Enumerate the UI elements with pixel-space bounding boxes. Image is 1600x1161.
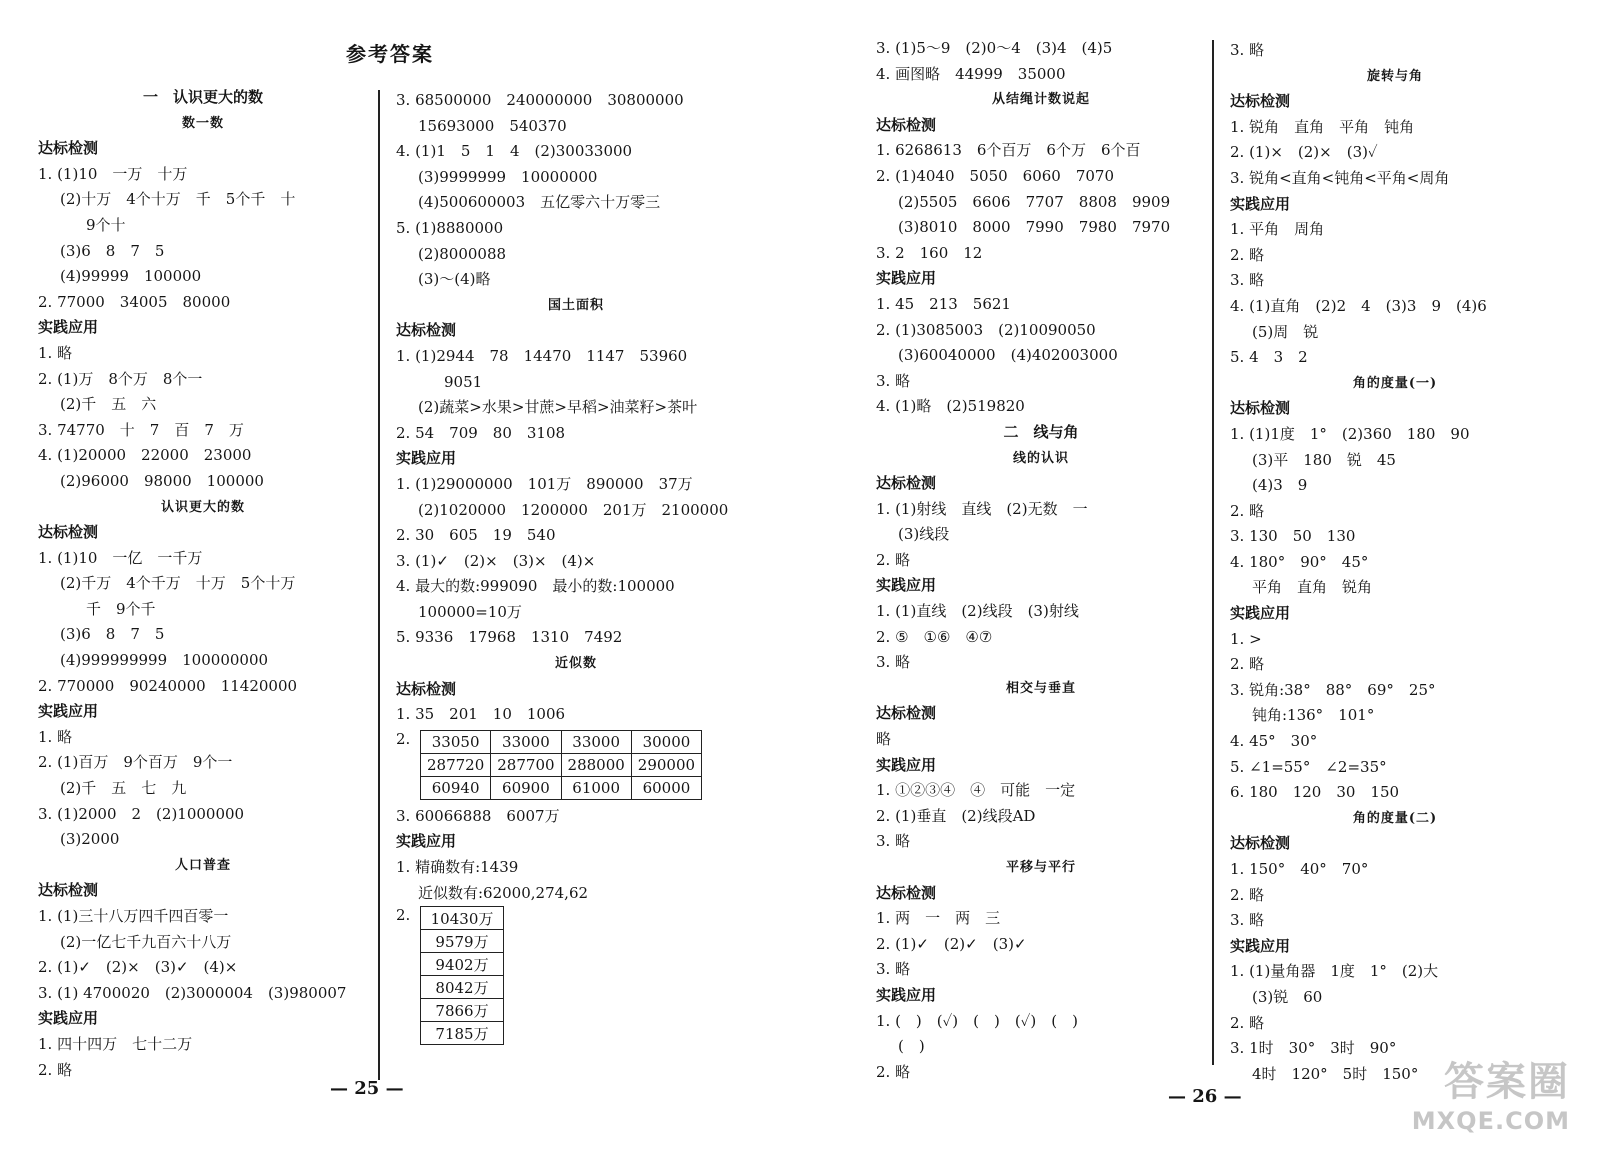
subsection-heading: 实践应用: [38, 1009, 99, 1028]
table-cell: 8042万: [421, 976, 504, 999]
subsection-heading: 达标检测: [38, 139, 99, 158]
subsection-heading: 实践应用: [38, 702, 99, 721]
table-row: [421, 730, 702, 753]
answer-line: 1. 略: [38, 727, 73, 746]
table-cell: 33000: [491, 730, 561, 753]
answer-line: 3. 略: [1230, 41, 1265, 59]
table-cell: 10430万: [421, 907, 504, 930]
answer-line: 2. (1)✓ (2)× (3)✓ (4)×: [38, 958, 238, 977]
answer-line: 2. 略: [1230, 655, 1265, 674]
answer-line: 3. 1时 30° 3时 90°: [1230, 1039, 1397, 1058]
answer-line: (2)蔬菜>水果>甘蔗>早稻>油菜籽>茶叶: [418, 398, 698, 417]
table-row: [421, 776, 702, 799]
answer-line: (3)～(4)略: [418, 270, 491, 289]
subsection-heading: 实践应用: [876, 269, 937, 288]
answer-line: 1. (1)10 一亿 一千万: [38, 548, 203, 567]
answer-line: 1. 四十四万 七十二万: [38, 1034, 193, 1053]
subsection-heading: 达标检测: [396, 679, 457, 698]
answer-line: 2. (1)垂直 (2)线段AD: [876, 806, 1036, 825]
subsection-heading: 达标检测: [876, 883, 937, 902]
table-cell: 290000: [631, 753, 701, 776]
answer-line: 1. ①②③④ ④ 可能 一定: [876, 781, 1076, 800]
answer-line: 1. 45 213 5621: [876, 294, 1011, 313]
answer-line: 2. (1)万 8个万 8个一: [38, 369, 203, 388]
answer-line: 1. (1)10 一万 十万: [38, 164, 188, 183]
answer-line: 2. 略: [1230, 501, 1265, 520]
section-heading: 线的认识: [1012, 450, 1069, 466]
answer-line: (3)6 8 7 5: [60, 625, 165, 644]
table-row: [421, 753, 702, 776]
answer-line: 3. 略: [1230, 271, 1265, 290]
subsection-heading: 达标检测: [1230, 92, 1291, 111]
answer-line: 3. (1)✓ (2)× (3)× (4)×: [396, 551, 596, 570]
answer-line: 1. (1)量角器 1度 1° (2)大: [1230, 962, 1439, 981]
answer-line: 略: [876, 730, 892, 749]
answer-line: 5. ∠1=55° ∠2=35°: [1230, 757, 1387, 776]
table-cell: 288000: [561, 753, 631, 776]
answer-line: 1. 35 201 10 1006: [396, 705, 566, 724]
subsection-heading: 实践应用: [38, 318, 99, 337]
answer-line: (2)96000 98000 100000: [60, 471, 264, 490]
answer-line: 4. 180° 90° 45°: [1230, 552, 1369, 571]
approx-table-block: [396, 730, 756, 800]
section-heading: 近似数: [554, 656, 597, 672]
table-cell: 287720: [421, 753, 491, 776]
answer-line: 4. 最大的数:999090 最小的数:100000: [396, 577, 675, 596]
answer-line: (4)999999999 100000000: [60, 651, 269, 670]
section-heading: 人口普查: [174, 857, 231, 873]
answer-line: 1. (1)2944 78 14470 1147 53960: [396, 346, 688, 365]
answer-line: ( ): [898, 1037, 925, 1056]
answer-line: (2)千万 4个千万 十万 5个十万: [60, 574, 296, 593]
answer-line: (3)8010 8000 7990 7980 7970: [898, 218, 1171, 237]
subsection-heading: 达标检测: [876, 704, 937, 723]
answer-line: 3. 略: [876, 832, 911, 851]
answer-line: (2)十万 4个十万 千 5个千 十: [60, 190, 296, 209]
subsection-heading: 实践应用: [876, 755, 937, 774]
table-row: [421, 953, 504, 976]
answer-column-3: [876, 36, 1206, 1085]
subsection-heading: 达标检测: [38, 523, 99, 542]
answer-line: 2. (1)4040 5050 6060 7070: [876, 166, 1115, 185]
section-heading: 一 认识更大的数: [142, 88, 263, 106]
section-heading: 角的度量(一): [1352, 375, 1438, 391]
table-cell: 33000: [561, 730, 631, 753]
table-cell: 30000: [631, 730, 701, 753]
answer-line: (3)线段: [898, 525, 950, 544]
section-heading: 从结绳计数说起: [991, 92, 1090, 108]
subsection-heading: 实践应用: [396, 449, 457, 468]
answer-line: 3. 74770 十 7 百 7 万: [38, 420, 244, 439]
subsection-heading: 达标检测: [1230, 834, 1291, 853]
subsection-heading: 实践应用: [876, 576, 937, 595]
answer-line: 4时 120° 5时 150°: [1252, 1064, 1419, 1083]
answer-line: 2. 54 709 80 3108: [396, 423, 566, 442]
table-cell: 33050: [421, 730, 491, 753]
answer-line: 3. 略: [876, 653, 911, 672]
answer-line: (3)9999999 10000000: [418, 167, 598, 186]
answer-line: 6. 180 120 30 150: [1230, 783, 1400, 802]
answer-line: 3. 130 50 130: [1230, 527, 1356, 546]
table-cell: 7866万: [421, 999, 504, 1022]
subsection-heading: 达标检测: [876, 474, 937, 493]
question-number: 2.: [396, 906, 411, 925]
answer-line: 千 9个千: [86, 599, 156, 618]
answer-line: 1. 精确数有:1439: [396, 858, 519, 877]
table-cell: 9579万: [421, 930, 504, 953]
answer-line: 钝角:136° 101°: [1252, 706, 1375, 725]
answer-line: 2. 30 605 19 540: [396, 526, 556, 545]
answer-line: 4. 45° 30°: [1230, 732, 1318, 751]
answer-line: 100000=10万: [418, 602, 522, 621]
answer-line: 2. 略: [1230, 885, 1265, 904]
answer-line: 15693000 540370: [418, 116, 567, 135]
answer-line: 2. (1)百万 9个百万 9个一: [38, 753, 233, 772]
table-cell: 60000: [631, 776, 701, 799]
answer-line: 3. 略: [1230, 911, 1265, 930]
answer-line: 1. 平角 周角: [1230, 220, 1325, 239]
answer-line: 1. (1)三十八万四千四百零一: [38, 907, 229, 925]
subsection-heading: 达标检测: [876, 115, 937, 134]
section-heading: 相交与垂直: [1005, 680, 1076, 696]
answer-line: (2)8000088: [418, 244, 507, 263]
subsection-heading: 实践应用: [396, 832, 457, 851]
subsection-heading: 实践应用: [1230, 604, 1291, 623]
section-heading: 平移与平行: [1005, 860, 1076, 875]
answer-line: 1. 略: [38, 343, 73, 362]
answer-line: (5)周 锐: [1252, 322, 1319, 341]
subsection-heading: 实践应用: [1230, 936, 1291, 955]
answer-line: (2)1020000 1200000 201万 2100000: [418, 500, 729, 519]
table-row: [421, 1022, 504, 1045]
answer-line: 3. 60066888 6007万: [396, 806, 560, 825]
answer-line: 2. 略: [1230, 1013, 1265, 1032]
answer-line: (3)平 180 锐 45: [1252, 450, 1396, 469]
table-cell: 61000: [561, 776, 631, 799]
subsection-heading: 达标检测: [1230, 399, 1291, 418]
answer-line: 2. 77000 34005 80000: [38, 292, 231, 311]
answer-line: 3. 略: [876, 960, 911, 979]
answer-line: 1. 6268613 6个百万 6个万 6个百: [876, 141, 1141, 160]
answer-line: (4)500600003 五亿零六十万零三: [418, 193, 661, 212]
answer-line: 1. 锐角 直角 平角 钝角: [1230, 117, 1415, 136]
table-cell: 60940: [421, 776, 491, 799]
answer-line: (4)99999 100000: [60, 267, 202, 286]
answer-line: 2. (1)✓ (2)✓ (3)✓: [876, 934, 1027, 953]
answer-line: (3)锐 60: [1252, 987, 1323, 1006]
column-divider: [1212, 40, 1214, 1065]
answer-line: 3. (1)2000 2 (2)1000000: [38, 804, 245, 823]
population-list-block: [396, 906, 756, 1045]
answer-line: 5. 9336 17968 1310 7492: [396, 628, 623, 647]
table-row: [421, 930, 504, 953]
answer-line: 3. 68500000 240000000 30800000: [396, 91, 684, 109]
answer-line: 4. (1)略 (2)519820: [876, 397, 1025, 416]
section-heading: 认识更大的数: [160, 499, 245, 515]
answer-line: 平角 直角 锐角: [1252, 578, 1373, 597]
answer-line: 1. (1)29000000 101万 890000 37万: [396, 474, 693, 493]
answer-line: 1. (1)直线 (2)线段 (3)射线: [876, 602, 1079, 621]
answer-line: 4. (1)直角 (2)2 4 (3)3 9 (4)6: [1230, 296, 1487, 315]
answer-line: 2. (1)× (2)× (3)✓: [1230, 143, 1378, 162]
table-cell: 9402万: [421, 953, 504, 976]
section-heading: 角的度量(二): [1352, 810, 1438, 826]
answer-line: 9个十: [86, 215, 126, 234]
page-title: 参考答案: [346, 42, 434, 66]
column-divider: [378, 90, 380, 1080]
answer-line: 1. 两 一 两 三: [876, 909, 1001, 928]
approx-table: [420, 730, 702, 800]
page-number-25: — 25 —: [330, 1078, 404, 1099]
answer-line: 3. 2 160 12: [876, 243, 983, 262]
watermark: 答案圈 MXQE.COM: [1411, 1059, 1570, 1135]
answer-line: 2. 770000 90240000 11420000: [38, 676, 298, 695]
answer-line: 1. 150° 40° 70°: [1230, 860, 1369, 878]
answer-line: (2)5505 6606 7707 8808 9909: [898, 192, 1171, 211]
answer-line: 4. (1)1 5 1 4 (2)30033000: [396, 142, 633, 161]
section-heading: 旋转与角: [1366, 68, 1423, 84]
question-number: 2.: [396, 729, 411, 748]
subsection-heading: 实践应用: [876, 985, 937, 1004]
table-row: [421, 976, 504, 999]
table-cell: 60900: [491, 776, 561, 799]
answer-line: 2. 略: [38, 1060, 73, 1079]
subsection-heading: 达标检测: [396, 321, 457, 340]
table-row: [421, 907, 504, 930]
subsection-heading: 达标检测: [38, 881, 99, 900]
table-cell: 287700: [491, 753, 561, 776]
answer-line: 1. ( ) (✓) ( ) (✓) ( ): [876, 1011, 1078, 1030]
answer-line: (2)千 五 七 九: [60, 779, 187, 798]
answer-line: (2)千 五 六: [60, 395, 157, 414]
answer-line: 3. (1) 4700020 (2)3000004 (3)980007: [38, 983, 347, 1002]
answer-line: 1. (1)1度 1° (2)360 180 90: [1230, 424, 1470, 443]
answer-line: (2)一亿七千九百六十八万: [60, 932, 232, 951]
answer-line: 3. 锐角:38° 88° 69° 25°: [1230, 680, 1436, 699]
answer-line: 2. 略: [876, 1062, 911, 1081]
answer-line: 2. (1)3085003 (2)10090050: [876, 320, 1096, 339]
answer-line: 4. 画图略 44999 35000: [876, 64, 1066, 83]
page-26: [800, 0, 1600, 1161]
answer-line: 4. (1)20000 22000 23000: [38, 446, 252, 465]
answer-line: 9051: [444, 372, 483, 391]
answer-column-4: [1230, 38, 1560, 1087]
page-number-26: — 26 —: [1168, 1086, 1242, 1107]
answer-line: 2. ⑤ ①⑥ ④⑦: [876, 627, 993, 646]
subsection-heading: 实践应用: [1230, 194, 1291, 213]
section-heading: 国土面积: [547, 297, 604, 313]
answer-line: (3)60040000 (4)402003000: [898, 346, 1118, 365]
answer-column-2: [396, 88, 756, 1045]
answer-line: 5. 4 3 2: [1230, 348, 1308, 367]
section-heading: 二 线与角: [1003, 422, 1079, 441]
table-row: [421, 999, 504, 1022]
table-cell: 7185万: [421, 1022, 504, 1045]
answer-line: 1. >: [1230, 629, 1262, 648]
answer-line: 5. (1)8880000: [396, 218, 504, 237]
answer-line: (4)3 9: [1252, 476, 1308, 495]
answer-line: (3)2000: [60, 830, 120, 849]
answer-line: 2. 略: [876, 550, 911, 569]
answer-column-1: [38, 85, 368, 1083]
answer-line: 1. (1)射线 直线 (2)无数 一: [876, 499, 1088, 518]
section-heading: 数一数: [181, 115, 224, 131]
answer-line: (3)6 8 7 5: [60, 241, 165, 260]
answer-line: 2. 略: [1230, 245, 1265, 264]
answer-line: 3. 略: [876, 371, 911, 390]
answer-line: 近似数有:62000,274,62: [418, 883, 589, 902]
answer-line: 3. (1)5～9 (2)0～4 (3)4 (4)5: [876, 39, 1113, 57]
population-list: [420, 906, 504, 1045]
answer-line: 3. 锐角<直角<钝角<平角<周角: [1230, 168, 1450, 187]
